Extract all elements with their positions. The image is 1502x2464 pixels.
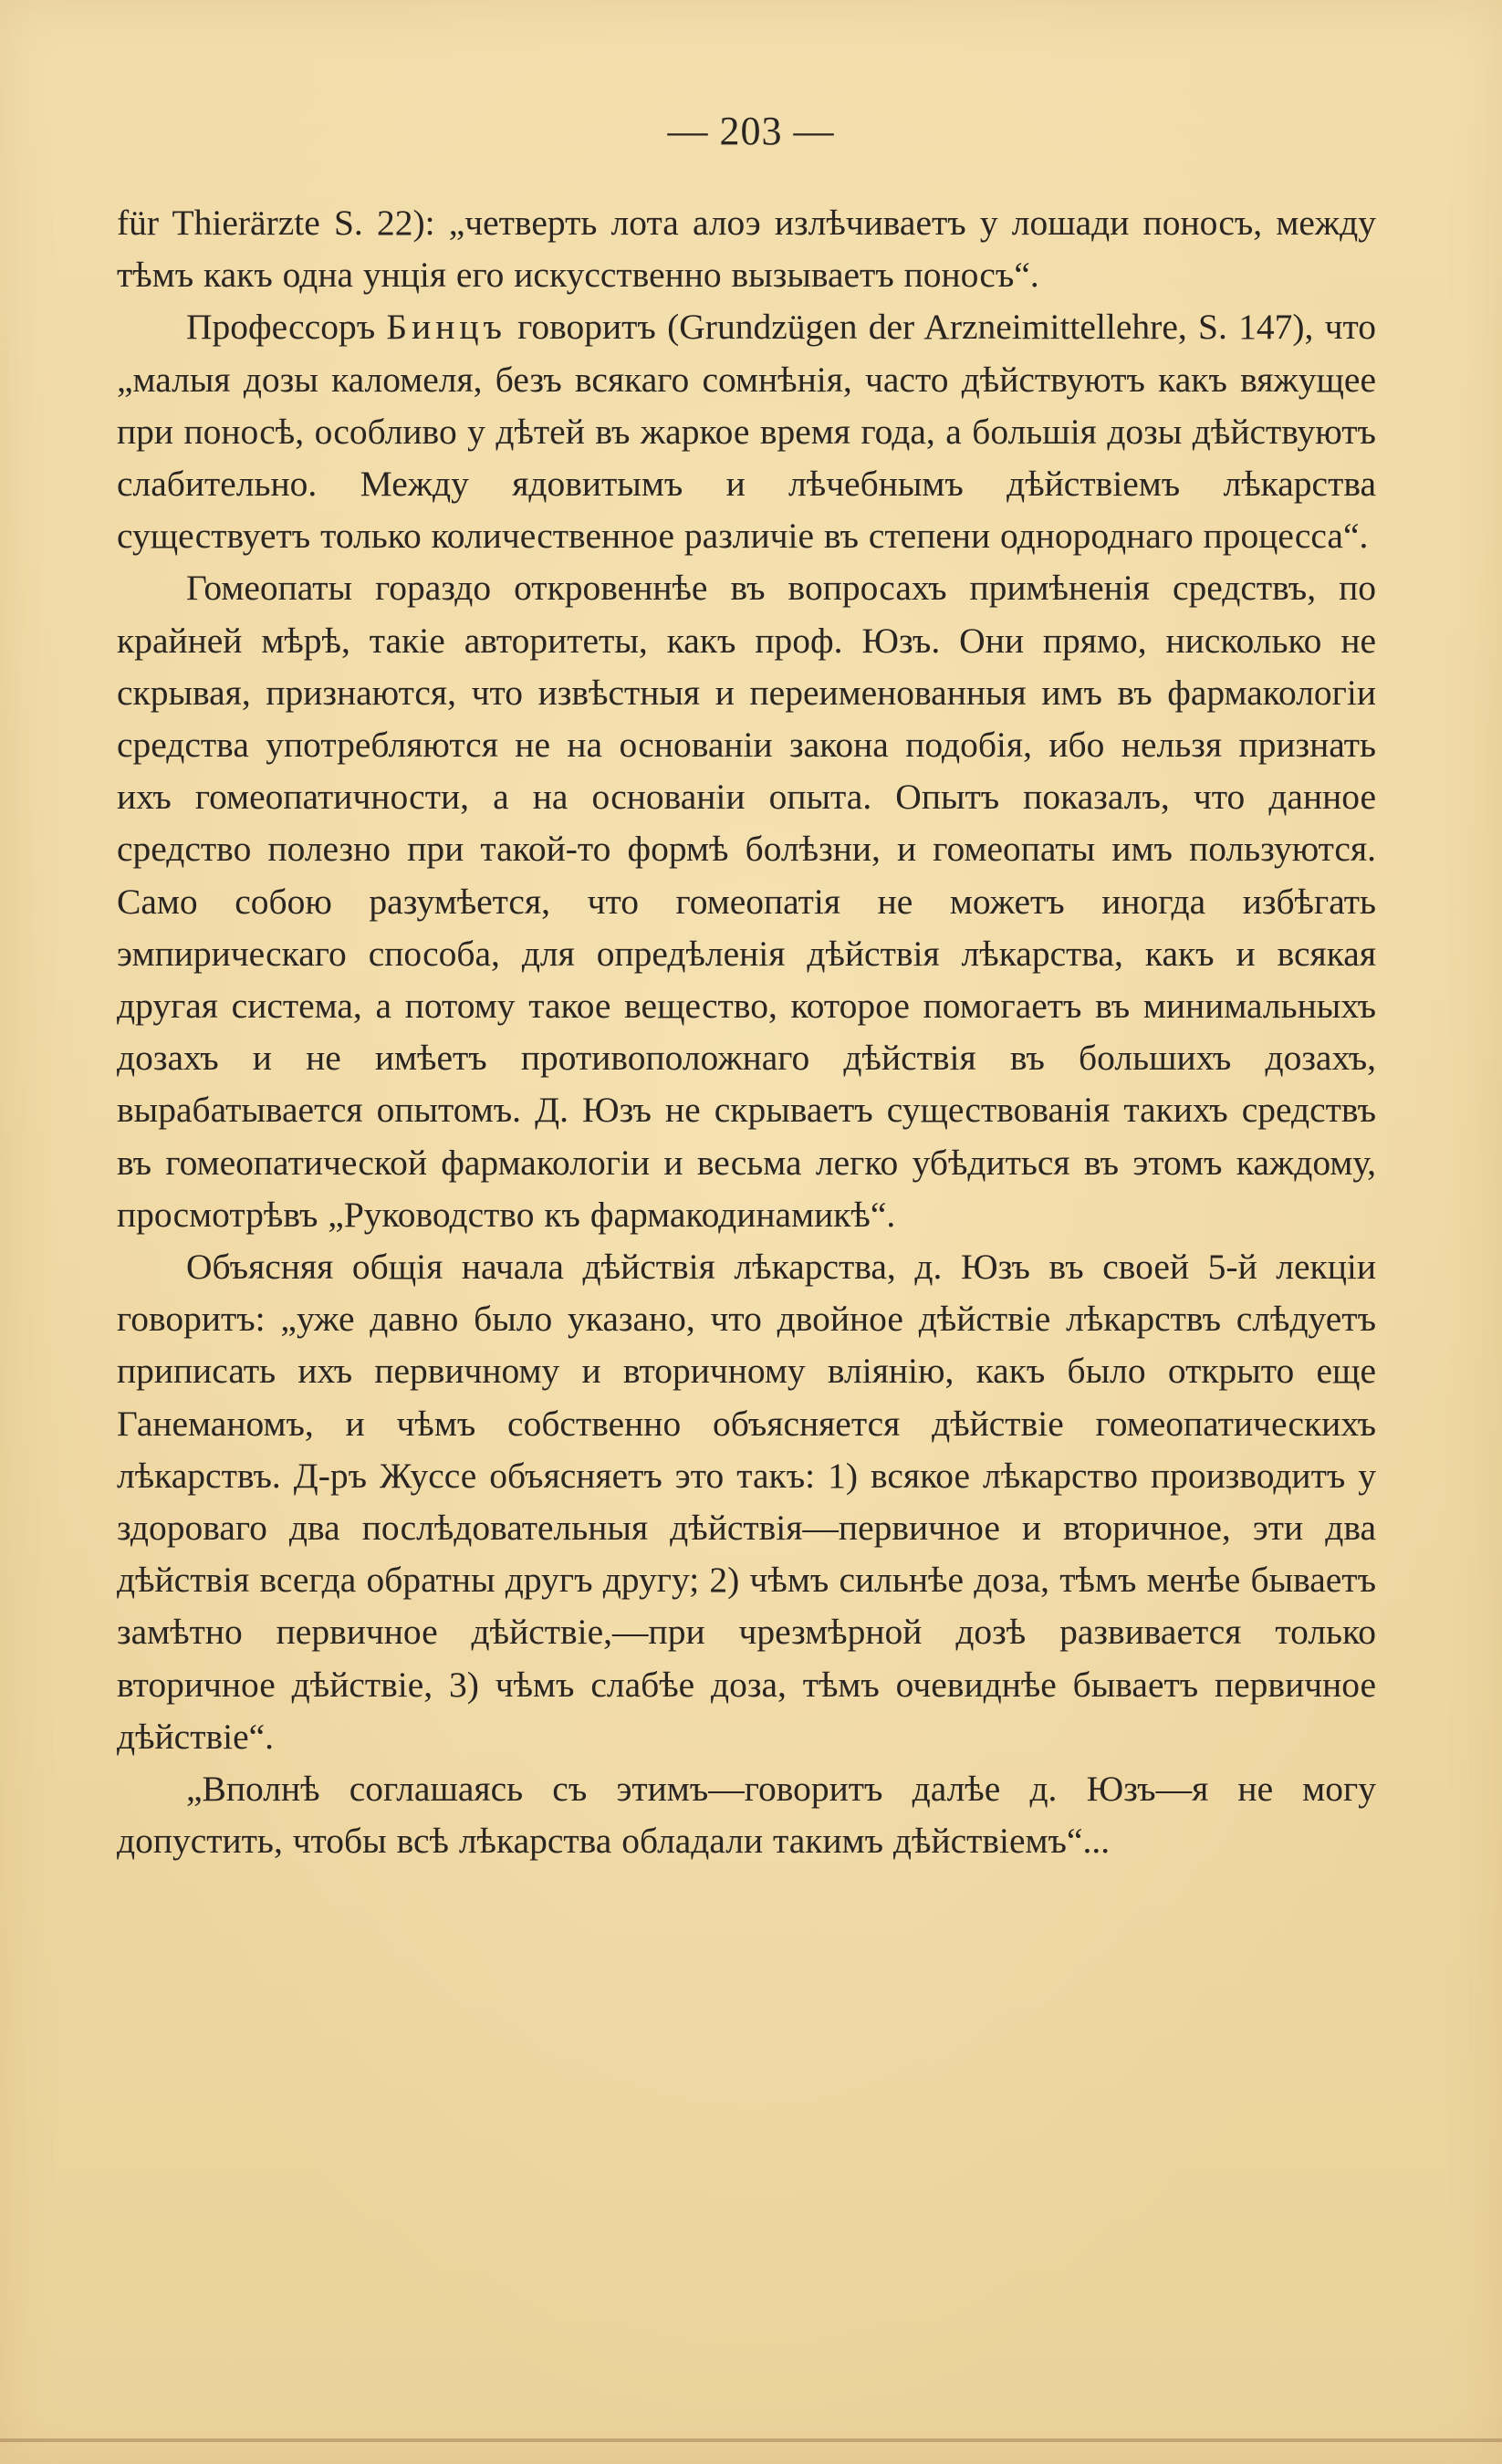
paragraph-2-body: говоритъ (Grundzügen der Arzneimittellehre, S. 147), что „малыя дозы каломеля, безъ всякаго сомнѣнія, часто дѣйствуютъ какъ вяжущее при поносѣ, особливо у дѣтей въ жаркое время года, а большія дозы дѣйствуютъ слабительно. Между ядовитымъ и лѣчебнымъ дѣйствіемъ лѣкарства существуетъ только количественное различіе въ степени однороднаго процесса“.: [117, 307, 1376, 557]
paragraph-1: für Thierärzte S. 22): „четверть лота алоэ излѣчиваетъ у лошади поносъ, между тѣмъ какъ одна унція его искусственно вызываетъ поносъ“.: [117, 203, 1376, 296]
page-number: — 203 —: [667, 109, 835, 153]
paragraph-4: Объясняя общія начала дѣйствія лѣкарства, д. Юзъ въ своей 5-й лекціи говоритъ: „уже давно было указано, что двойное дѣйствіе лѣкарствъ слѣдуетъ приписать ихъ первичному и вторичному вліянію, какъ было открыто еще Ганеманомъ, и чѣмъ собственно объясняется дѣйствіе гомеопатическихъ лѣкарствъ. Д-ръ Жуссе объясняетъ это такъ: 1) всякое лѣкарство производитъ у здороваго два послѣдовательныя дѣйствія—первичное и вторичное, эти два дѣйствія всегда обратны другъ другу; 2) чѣмъ сильнѣе доза, тѣмъ менѣе бываетъ замѣтно первичное дѣйствіе,—при чрезмѣрной дозѣ развивается только вторичное дѣйствіе, 3) чѣмъ слабѣе доза, тѣмъ очевиднѣе бываетъ первичное дѣйствіе“.: [117, 1247, 1376, 1757]
author-name-binz: Бинцъ: [386, 307, 506, 348]
paragraph-2-prefix: Профессоръ: [186, 307, 387, 348]
body-text: [117, 197, 1376, 1868]
paragraph-3: Гомеопаты гораздо откровеннѣе въ вопросахъ примѣненія средствъ, по крайней мѣрѣ, такіе авторитеты, какъ проф. Юзъ. Они прямо, нисколько не скрывая, признаются, что извѣстныя и переименованныя имъ въ фармакологіи средства употребляются не на основаніи закона подобія, ибо нельзя признать ихъ гомеопатичности, а на основаніи опыта. Опытъ показалъ, что данное средство полезно при такой-то формѣ болѣзни, и гомеопаты имъ пользуются. Само собою разумѣется, что гомеопатія не можетъ иногда избѣгать эмпирическаго способа, для опредѣленія дѣйствія лѣкарства, какъ и всякая другая система, а потому такое вещество, которое помогаетъ въ минимальныхъ дозахъ и не имѣетъ противоположнаго дѣйствія въ большихъ дозахъ, вырабатывается опытомъ. Д. Юзъ не скрываетъ существованія такихъ средствъ въ гомеопатической фармакологіи и весьма легко убѣдиться въ этомъ каждому, просмотрѣвъ „Руководство къ фармакодинамикѣ“.: [117, 568, 1376, 1235]
paragraph-5: „Вполнѣ соглашаясь съ этимъ—говоритъ далѣе д. Юзъ—я не могу допустить, чтобы всѣ лѣкарства обладали такимъ дѣйствіемъ“...: [117, 1769, 1376, 1862]
paragraph-2: [117, 301, 1376, 562]
page-bottom-edge: [0, 2438, 1502, 2442]
